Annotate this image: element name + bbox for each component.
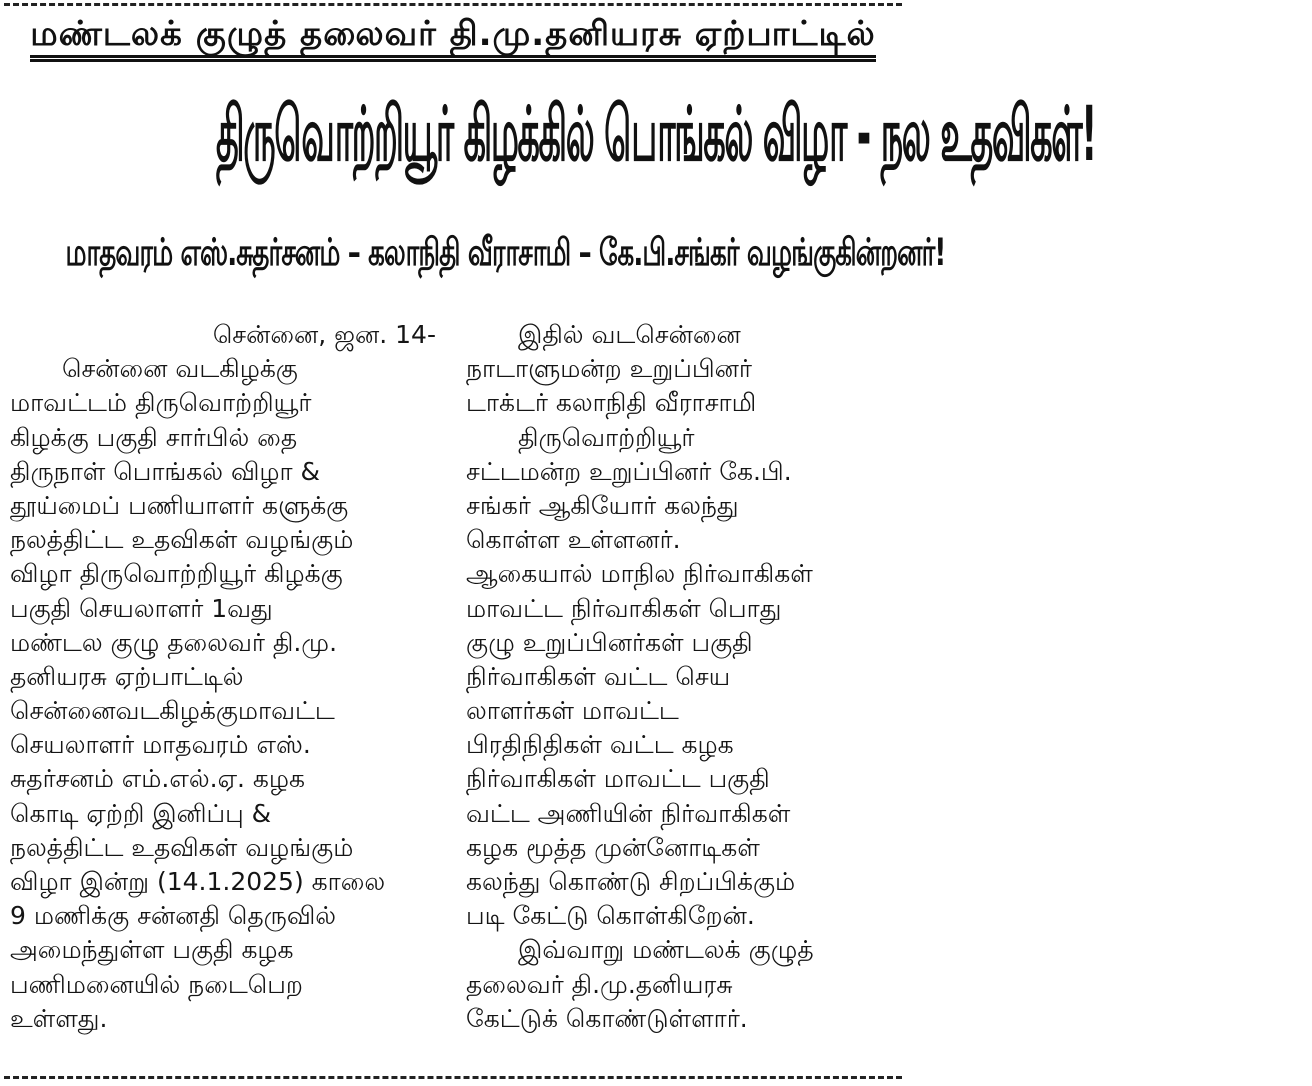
body-line: நலத்திட்ட உதவிகள் வழங்கும் — [10, 832, 354, 862]
body-line: கழக மூத்த முன்னோடிகள் — [466, 832, 760, 862]
body-line: விழா இன்று (14.1.2025) காலை — [10, 867, 386, 896]
body-line: லாளர்கள் மாவட்ட — [466, 696, 679, 726]
body-line: படி கேட்டு கொள்கிறேன். — [466, 901, 755, 931]
body-line: பகுதி செயலாளர் 1வது — [10, 593, 273, 623]
kicker-line — [0, 14, 906, 62]
body-line: 9 மணிக்கு சன்னதி தெருவில் — [10, 901, 337, 931]
body-line: பிரதிநிதிகள் வட்ட கழக — [466, 730, 734, 760]
body-line: வட்ட அணியின் நிர்வாகிகள் — [466, 798, 791, 828]
body-line: கிழக்கு பகுதி சார்பில் தை — [10, 422, 298, 452]
kicker-text: மண்டலக் குழுத் தலைவர் தி.மு.தனியரசு ஏற்பாட்டில் — [30, 14, 876, 58]
body-line: உள்ளது. — [10, 1003, 108, 1033]
body-line: விழா திருவொற்றியூர் கிழக்கு — [10, 559, 343, 589]
body-line: நாடாளுமன்ற உறுப்பினர் — [466, 354, 752, 384]
subheadline: மாதவரம் எஸ்.சுதர்சனம் – கலாநிதி வீராசாமி – கே.பி.சங்கர் வழங்குகின்றனர்! — [65, 231, 946, 275]
body-line: சென்னைவடகிழக்குமாவட்ட — [10, 696, 335, 726]
body-line: சுதர்சனம் எம்.எல்.ஏ. கழக — [10, 764, 306, 794]
body-line: மாவட்டம் திருவொற்றியூர் — [10, 388, 312, 418]
left-column — [10, 318, 442, 1036]
body-line: மண்டல குழு தலைவர் தி.மு. — [10, 627, 338, 657]
dateline: சென்னை, ஜன. 14- — [212, 320, 436, 349]
body-line: செயலாளர் மாதவரம் எஸ். — [10, 730, 311, 760]
body-line: குழு உறுப்பினர்கள் பகுதி — [466, 627, 753, 657]
body-line: இவ்வாறு மண்டலக் குழுத் — [518, 935, 814, 965]
body-line: நிர்வாகிகள் வட்ட செய — [466, 661, 731, 691]
body-line: தலைவர் தி.மு.தனியரசு — [466, 969, 733, 999]
body-line: தனியரசு ஏற்பாட்டில் — [10, 661, 244, 691]
body-line: டாக்டர் கலாநிதி வீராசாமி — [466, 388, 757, 418]
body-line: ஆகையால் மாநில நிர்வாகிகள் — [466, 559, 813, 589]
headline: திருவொற்றியூர் கிழக்கில் பொங்கல் விழா - நல உதவிகள்! — [215, 92, 1096, 179]
body-line: சங்கர் ஆகியோர் கலந்து — [466, 490, 739, 520]
body-line: கேட்டுக் கொண்டுள்ளார். — [466, 1003, 748, 1033]
body-line: நிர்வாகிகள் மாவட்ட பகுதி — [466, 764, 770, 794]
body-line: பணிமனையில் நடைபெற — [10, 969, 303, 999]
body-line: அமைந்துள்ள பகுதி கழக — [10, 935, 294, 965]
bottom-dashed-border — [4, 1076, 902, 1079]
body-line: நலத்திட்ட உதவிகள் வழங்கும் — [10, 525, 354, 555]
body-line: மாவட்ட நிர்வாகிகள் பொது — [466, 593, 782, 623]
body-line: கொடி ஏற்றி இனிப்பு & — [10, 798, 272, 828]
body-line: கொள்ள உள்ளனர். — [466, 525, 681, 555]
body-line: கலந்து கொண்டு சிறப்பிக்கும் — [466, 867, 796, 896]
body-line: இதில் வடசென்னை — [518, 320, 741, 349]
body-line: திருநாள் பொங்கல் விழா & — [10, 456, 321, 486]
right-column — [466, 318, 898, 1036]
body-line: சட்டமன்ற உறுப்பினர் கே.பி. — [466, 456, 792, 486]
top-dashed-border — [4, 3, 902, 6]
body-line: தூய்மைப் பணியாளர் களுக்கு — [10, 490, 349, 520]
body-line: சென்னை வடகிழக்கு — [62, 354, 298, 384]
body-line: திருவொற்றியூர் — [518, 422, 695, 452]
